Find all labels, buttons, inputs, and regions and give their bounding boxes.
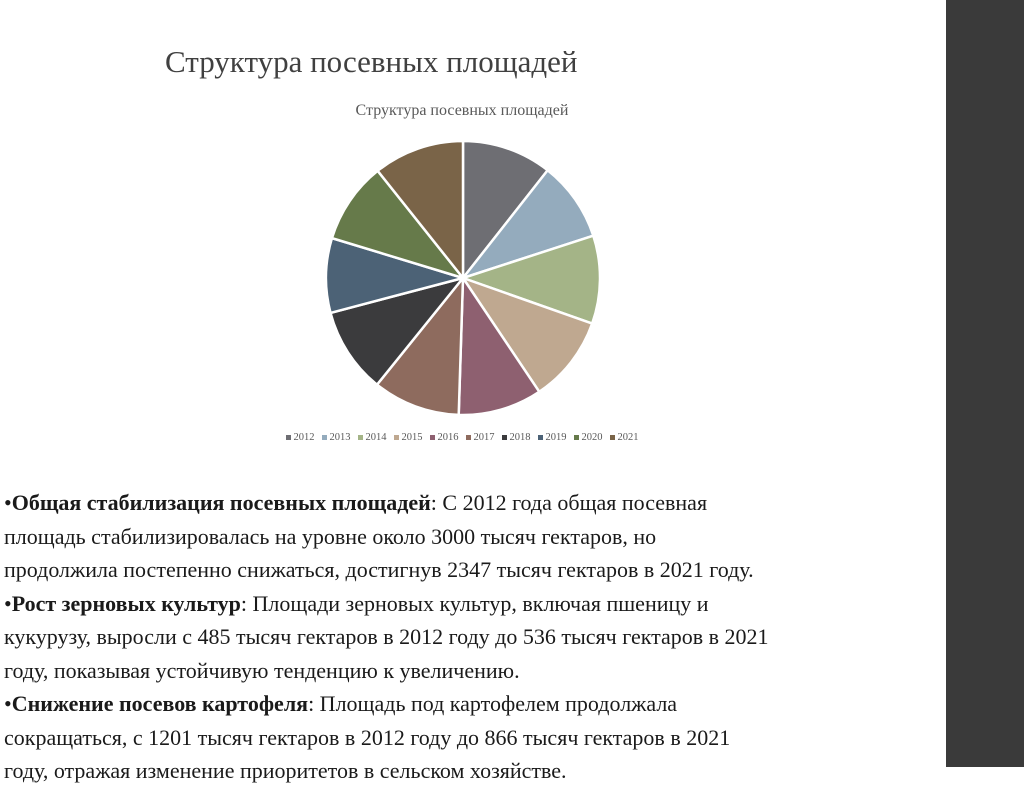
legend-swatch	[574, 435, 579, 440]
legend-label: 2019	[545, 432, 567, 443]
legend-item-2018	[502, 432, 531, 443]
legend-label: 2014	[365, 432, 387, 443]
legend-label: 2012	[293, 432, 315, 443]
legend-item-2019	[538, 432, 567, 443]
paragraph-text: продолжила постепенно снижаться, достигнув 2347 тысяч гектаров в 2021 году.	[4, 557, 754, 582]
paragraph-text: : Площадь под картофелем продолжала	[308, 691, 678, 716]
legend-swatch	[610, 435, 615, 440]
paragraph-heading: Снижение посевов картофеля	[11, 691, 309, 716]
paragraph-text: площадь стабилизировалась на уровне около 3000 тысяч гектаров, но	[4, 523, 657, 549]
legend-label: 2013	[329, 432, 351, 443]
paragraph-1	[4, 486, 1004, 587]
legend-swatch	[358, 435, 363, 440]
slide-title: Структура посевных площадей	[165, 44, 578, 79]
paragraph-text: году, показывая устойчивую тенденцию к увеличению.	[4, 657, 520, 683]
legend-label: 2018	[509, 432, 531, 443]
paragraph-text: : С 2012 года общая посевная	[430, 490, 708, 515]
chart-title: Структура посевных площадей	[355, 102, 569, 119]
bullet: •	[4, 691, 12, 716]
legend-swatch	[430, 435, 435, 440]
paragraph-heading: Рост зерновых культур	[11, 590, 241, 616]
legend-label: 2021	[617, 432, 639, 443]
legend-item-2016	[430, 432, 459, 443]
paragraph-3	[4, 687, 1004, 788]
bullet: •	[4, 490, 12, 515]
legend-item-2017	[466, 432, 495, 443]
legend-label: 2017	[473, 432, 495, 443]
legend-swatch	[466, 435, 471, 440]
legend-label: 2015	[401, 432, 423, 443]
paragraph-text: кукурузу, выросли с 485 тысяч гектаров в 2012 году до 536 тысяч гектаров в 2021	[4, 624, 769, 649]
legend-item-2015	[394, 432, 423, 443]
legend-label: 2020	[581, 432, 603, 443]
paragraph-2	[4, 587, 1004, 688]
legend-item-2021	[610, 432, 639, 443]
pie-chart	[320, 135, 606, 421]
legend-swatch	[394, 435, 399, 440]
legend-swatch	[322, 435, 327, 440]
legend-swatch	[286, 435, 291, 440]
paragraph-text: : Площади зерновых культур, включая пшеницу и	[240, 590, 709, 616]
paragraph-heading: Общая стабилизация посевных площадей	[11, 490, 431, 515]
paragraph-text: году, отражая изменение приоритетов в сельском хозяйстве.	[4, 758, 567, 783]
paragraph-text: сокращаться, с 1201 тысяч гектаров в 2012 году до 866 тысяч гектаров в 2021	[4, 724, 731, 750]
chart-legend	[212, 432, 712, 443]
legend-item-2020	[574, 432, 603, 443]
bullet: •	[4, 590, 12, 616]
legend-item-2014	[358, 432, 387, 443]
legend-swatch	[538, 435, 543, 440]
legend-item-2012	[286, 432, 315, 443]
legend-label: 2016	[437, 432, 459, 443]
body-text	[4, 486, 1004, 788]
legend-item-2013	[322, 432, 351, 443]
legend-swatch	[502, 435, 507, 440]
